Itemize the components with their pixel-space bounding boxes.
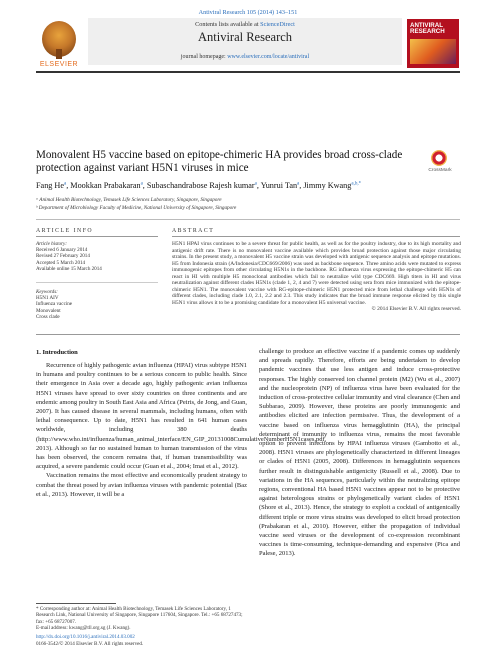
email-note[interactable]: E-mail address: kwang@tll.org.sg (J. Kwang). [36,624,131,631]
issn-line: 0166-3542/© 2014 Elsevier B.V. All rights reserved. [36,640,144,647]
homepage-link[interactable]: www.elsevier.com/locate/antiviral [227,54,310,60]
keyword: Monovalent [36,307,61,314]
doi-block [36,634,247,647]
author-affiliation-mark: a [140,181,143,187]
contents-line [88,21,402,28]
affiliation-divider [36,219,460,220]
history-item: Accepted 5 March 2014 [36,259,86,266]
history-label: Article history: [36,241,67,247]
author-affiliation-mark: a [254,181,257,187]
keywords-rule [36,282,158,283]
paragraph: Vaccination remains the most effective and economically prudent strategy to combat the threat posed by avian influenza viruses with pandemic potential (Baz et al., 2013). However, it will be a [36,472,247,498]
header-divider [36,71,460,73]
crossmark-badge[interactable] [420,150,460,176]
body-column-left [36,361,327,499]
cover-title: ANTIVIRAL RESEARCH [410,22,445,36]
history-item: Received 6 January 2014 [36,247,88,254]
affiliation-a: ᵃ Animal Health Biotechnology, Temasek Life Sciences Laboratory, Singapore, Singapore [36,197,222,203]
keywords-label: Keywords: [36,289,58,295]
author-name[interactable]: Jimmy Kwang [303,181,352,190]
abstract-rule [172,236,460,237]
tree-trunk [56,49,62,59]
abstract-text: H5N1 HPAI virus continues to be a severe threat for public health, as well as for the poultry industry, due to its high mortality and antigenic drift rate. There is no monovalent vaccine available which provides broad protection against those major circulating strains. In the present study, a monovalent H5 vaccine strain was developed with antigenic sequence analysis and epitope mutations. H5 from Indonesia strain (A/Indonesia/CDC669/2006) was used as backbone sequence. Three amino acids were mutated to express immunogenic epitopes from other circulating H5N1s in the backbone. RG influenza virus expressing the epitope-chimeric H5 can react in HI with multiple H5 monoclonal antibodies which fail to neutralize wild type CDC669. High titers in HI and virus neutralization against different clades H5N1s (clade 1, 2, 4 and 7) were detected using sera from mice immunized with the epitope-chimeric H5N1. The monovalent vaccine with RG-epitope-chimeric H5N1 protected mice from lethal challenge with H5N1s of different clades, including clade 1.0, 2.1, 2.2 and 2.3. This study indicates that the broad immune response elicited by this single H5N1 virus allows it to be a promising candidate for a monovalent H5 universal vaccine. [172,241,461,306]
author-name[interactable]: Yunrui Tan [260,181,298,190]
footnote [36,606,247,631]
elsevier-logo [36,19,82,70]
author-name[interactable]: Subaschandrabose Rajesh kumar [146,181,255,190]
history-item: Revised 27 February 2014 [36,253,90,260]
author-name[interactable]: Fang He [36,181,64,190]
abstract-heading: ABSTRACT [172,228,215,234]
paragraph: Recurrence of highly pathogenic avian influenza (HPAI) virus subtype H5N1 in humans and poultry continues to be a serious concern to public health. Since their emergence in Asia over a decade ago, highly pathogenic avian influenza H5N1 viruses have spread to over sixty countries on three continents and are endemic among poultry in South East Asia and Africa (Peiris, de Jong, and Guan, 2007). It has caused disease in several mammals, including humans, often with lethal consequence. Up to date, H5N1 has resulted in 641 human cases worldwide, including 380 deaths (http://www.who.int/influenza/human_animal_interface/EN_GIP_20131008CumulativeNumberH5N1cases.pdf, 2013). Although so far no sustained human to human transmission of the virus has been observed, the concern remains that, if human transmissibility was acquired, a severe pandemic could occur (Guan et al., 2004; Imai et al., 2012). [36,362,327,471]
author-affiliation-mark: a [297,181,300,187]
author-affiliation-mark: a,b,* [351,181,362,187]
contents-prefix: Contents lists available at [195,21,261,28]
crossmark-icon [431,150,447,166]
author-affiliation-mark: a [63,181,67,187]
keywords [36,289,156,320]
sciencedirect-link[interactable]: ScienceDirect [260,21,295,28]
affiliation-b: ᵇ Department of Microbiology Faculty of Medicine, National University of Singapore, Singapore [36,205,237,211]
keyword: Influenza vaccine [36,301,73,308]
paragraph: challenge to produce an effective vaccine if a pandemic comes up suddenly and spreads rapidly. Therefore, efforts are being undertaken to develop pandemic vaccines that use less antigen and induce cross-protective responses. The highly conserved ion channel protein (M2) (Wu et al., 2007) and the nucleoprotein (NP) of influenza virus have been evaluated for the induction of cross-protective cellular immunity and viral clearance (Chen and Subbarao, 2009). However, these proteins are poorly immunogenic and antibodies elicited are infection permissive. Thus, the development of a vaccine based on influenza virus hemagglutinin (HA), the principal determinant of immunity to influenza virus, remains the most favorable option to prevent infections by HPAI influenza viruses (Gambotto et al., 2008). H5N1 viruses are phylogenetically characterized in different lineages or clades of H5N1 (2005, 2008). Differences in hemagglutinin sequences further result in distinguishable antigenicity (Russell et al., 2008). Due to variations in the HA sequences, particularly within the neutralizing epitope regions, conventional HA based H5N1 vaccines appear not to be protective against heterologous strains or phylogenetically variant clades of H5N1 (Shore et al., 2013). Hence, the strategy to exploit a cocktail of antigenically different triple or more virus strains was developed to elicit broad protection (Prabakaran et al., 2010). However, either the propagation of individual vaccine seed viruses or the development of co-expression recombinant vaccines is time-consuming, technique-demanding and expensive (Pica and Palese, 2013). [259,348,460,558]
author-name[interactable]: Mookkan Prabakaran [70,181,141,190]
footnote-rule [36,603,116,604]
keyword: Cross clade [36,313,60,320]
journal-cover-thumbnail[interactable] [407,19,459,68]
body-column-right [259,347,460,559]
abstract-body [172,241,461,313]
abstract-bottom-rule [36,334,460,335]
elsevier-wordmark: ELSEVIER [39,61,79,68]
history-item: Available online 15 March 2014 [36,265,102,272]
article-info-heading: ARTICLE INFO [36,228,94,234]
homepage-line [88,54,402,60]
author-list: Fang He$^a$, Mookkan Prabakaran$^a$, Subaschandrabose Rajesh kumar$^a$, Yunrui Tan$^a$, Jimmy Kwang$^{a,b,*}$ [36,181,362,190]
crossmark-label: CrossMark [428,168,452,173]
keyword: H5N1 AIV [36,295,59,302]
doi-link[interactable]: http://dx.doi.org/10.1016/j.antiviral.2014.03.002 [36,634,135,640]
homepage-prefix: journal homepage: [180,54,228,60]
article-info-rule [36,236,158,237]
journal-title: Antiviral Research [197,30,293,44]
article-title: Monovalent H5 vaccine based on epitope-chimeric HA provides broad cross-clade protection against variant H5N1 viruses in mice [36,149,403,174]
cover-image [410,39,456,64]
article-history [36,241,156,272]
section-heading-introduction: 1. Introduction [36,349,78,356]
abstract-copyright: © 2014 Elsevier B.V. All rights reserved. [371,306,461,313]
journal-reference[interactable]: Antiviral Research 105 (2014) 143–151 [198,9,298,16]
corresponding-author-note: * Corresponding author at: Animal Health Biotechnology, Temasek Life Sciences Laboratory, 1 Research Link, National University of Singapore, Singapore 117604, Singapore. Tel.: +65 68727473; fax: +65 68727007. [36,606,243,625]
